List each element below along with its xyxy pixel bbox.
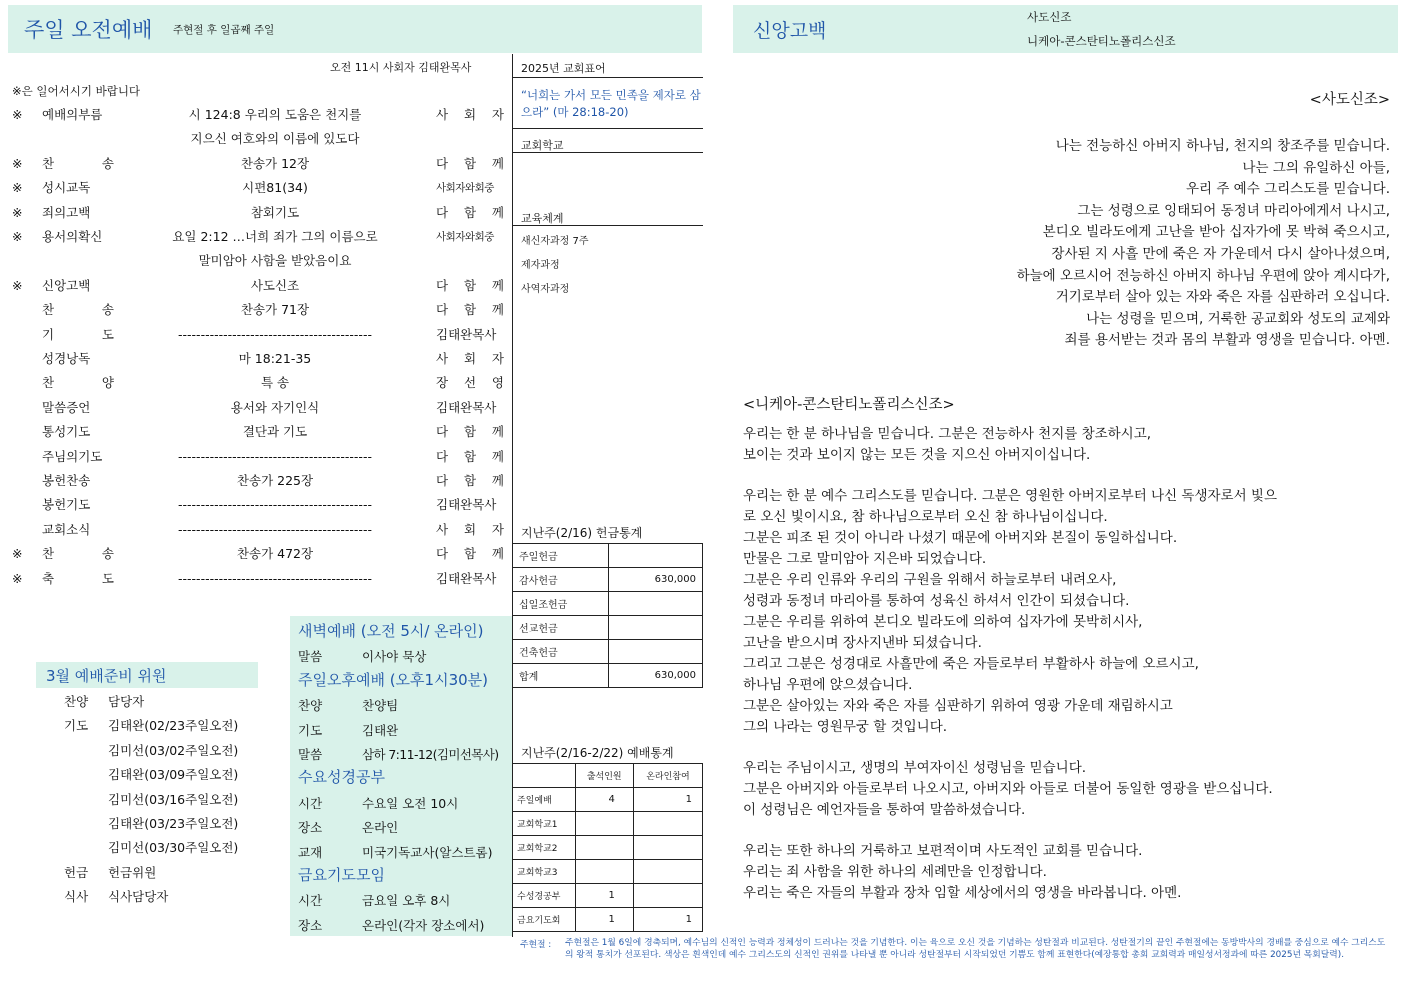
nicene-line: 우리는 죽은 자들의 부활과 장차 임할 세상에서의 영생을 바라봅니다. 아멘. bbox=[743, 885, 1182, 901]
meeting-key: 시간 bbox=[298, 795, 323, 811]
committee-role: 식사 bbox=[64, 889, 89, 905]
order-row bbox=[0, 347, 512, 371]
order-content: 용서와 자기인식 bbox=[230, 399, 320, 415]
order-row bbox=[0, 469, 512, 493]
order-leader: 다 함 께 bbox=[436, 277, 504, 293]
order-row bbox=[0, 249, 512, 273]
paragraph-gap bbox=[743, 821, 1395, 841]
nicene-line: 고난을 받으시며 장사지낸바 되셨습니다. bbox=[743, 635, 982, 651]
order-content: 찬송가 472장 bbox=[236, 546, 314, 562]
attendance-row bbox=[513, 812, 703, 836]
nicene-line: 우리는 주님이시고, 생명의 부여자이신 성령님을 믿습니다. bbox=[743, 760, 1087, 776]
header-left-banner bbox=[8, 5, 702, 53]
order-content: 사도신조 bbox=[250, 277, 300, 293]
order-content: 시편81(34) bbox=[242, 180, 308, 196]
meeting-key: 말씀 bbox=[298, 649, 323, 665]
nicene-line: 로 오신 빛이시요, 참 하나님으로부터 오신 참 하나님이십니다. bbox=[743, 509, 1108, 525]
offering-row bbox=[513, 568, 703, 592]
order-name: 찬 송 bbox=[42, 302, 114, 318]
nicene-line: 우리는 한 분 하나님을 믿습니다. 그분은 전능하사 천지를 창조하시고, bbox=[743, 426, 1152, 442]
stand-mark: ※ bbox=[12, 277, 23, 293]
order-leader: 사회자와회중 bbox=[436, 231, 494, 243]
page-subtitle: 주현절 후 일곱째 주일 bbox=[173, 24, 275, 36]
order-name: 용서의확신 bbox=[42, 229, 103, 244]
nicene-line: 그리고 그분은 성경대로 사흘만에 죽은 자들로부터 부활하사 하늘에 오르시고, bbox=[743, 656, 1199, 672]
attendance-online bbox=[633, 860, 702, 884]
apostles-line: 본디오 빌라도에게 고난을 받아 십자가에 못 박혀 죽으시고, bbox=[1042, 224, 1390, 241]
order-leader: 사 회 자 bbox=[436, 351, 504, 366]
attendance-name: 교회학교3 bbox=[513, 860, 575, 884]
meeting-key: 시간 bbox=[298, 893, 323, 909]
meeting-key: 장소 bbox=[298, 820, 323, 836]
offering-amount: 630,000 bbox=[608, 664, 703, 688]
attendance-name: 교회학교1 bbox=[513, 812, 575, 836]
edu-label: 교육체계 bbox=[521, 212, 564, 225]
attendance-row bbox=[513, 908, 703, 932]
order-name: 성시교독 bbox=[42, 180, 91, 196]
order-name: 찬 송 bbox=[42, 155, 114, 171]
offering-title: 지난주(2/16) 헌금통계 bbox=[521, 526, 643, 540]
offering-amount bbox=[608, 592, 703, 616]
order-leader: 사 회 자 bbox=[436, 107, 504, 122]
order-name: 성경낭독 bbox=[42, 351, 91, 366]
attendance-title: 지난주(2/16-2/22) 예배통계 bbox=[521, 746, 674, 760]
order-row bbox=[0, 274, 512, 298]
order-content: 참회기도 bbox=[250, 204, 300, 220]
stand-mark: ※ bbox=[12, 204, 23, 220]
attendance-header-cell bbox=[513, 764, 575, 788]
meeting-title: 금요기도모임 bbox=[298, 866, 385, 884]
order-row bbox=[0, 176, 512, 200]
attendance-name: 수성경공부 bbox=[513, 884, 575, 908]
order-content: 요일 2:12 …너희 죄가 그의 이름으로 bbox=[172, 229, 378, 244]
order-name: 신앙고백 bbox=[42, 277, 91, 293]
committee-person: 헌금위원 bbox=[108, 864, 157, 880]
committee-person: 김태완(03/23주일오전) bbox=[108, 816, 239, 831]
offering-table bbox=[513, 543, 703, 688]
meeting-value: 금요일 오후 8시 bbox=[362, 893, 451, 909]
nicene-line: 우리는 죄 사함을 위한 하나의 세례만을 인정합니다. bbox=[743, 864, 1047, 880]
footnote-text: 주현절은 1월 6일에 경축되며, 예수님의 신적인 능력과 정체성이 드러나는 것을 기념한다. 이는 육으로 오신 것을 기념하는 성탄절과 비교된다. 성탄절기의 끝인 주현절에는 동방박사의 경배를 중심으로 예수 그리스도의 왕적 통치가 선포된다. 색상은 흰색인데 예수 그리스도의 신적인 권위를 나타낼 뿐 아니라 성탄절부터 시작되었던 기쁨도 함께 표현한다(예장통합 총회 교회력과 매일성서정과에 따른 2025년 목회달력). bbox=[565, 938, 1386, 960]
order-content: 결단과 기도 bbox=[242, 424, 308, 440]
attendance-name: 주일예배 bbox=[513, 788, 575, 812]
offering-name: 십일조헌금 bbox=[513, 592, 608, 616]
apostles-title: <사도신조> bbox=[1309, 92, 1390, 108]
offering-name: 합계 bbox=[513, 664, 608, 688]
attendance-row bbox=[513, 884, 703, 908]
order-row bbox=[0, 152, 512, 176]
creed-item-1: 사도신조 bbox=[1027, 10, 1072, 24]
apostles-line: 나는 그의 유일하신 아들, bbox=[1242, 159, 1390, 176]
order-content: 지으신 여호와의 이름에 있도다 bbox=[190, 131, 360, 147]
motto-bottom-rule bbox=[513, 128, 703, 129]
nicene-line: 그분은 살아있는 자와 죽은 자를 심판하기 위하여 영광 가운데 재림하시고 bbox=[743, 698, 1173, 714]
order-name: 축 도 bbox=[42, 570, 114, 586]
order-row bbox=[0, 542, 512, 566]
order-content: 찬송가 71장 bbox=[240, 302, 310, 318]
page-title: 주일 오전예배 bbox=[24, 18, 153, 42]
meeting-title: 수요성경공부 bbox=[298, 768, 385, 787]
service-time: 오전 11시 사회자 김태완목사 bbox=[330, 61, 472, 74]
stand-mark: ※ bbox=[12, 546, 23, 562]
offering-amount bbox=[608, 640, 703, 664]
attendance-online bbox=[633, 812, 702, 836]
order-leader: 다 함 께 bbox=[436, 546, 504, 562]
edu-item-3: 사역자과정 bbox=[521, 284, 570, 295]
offering-name: 감사헌금 bbox=[513, 568, 608, 592]
order-content: 시 124:8 우리의 도움은 천지를 bbox=[188, 107, 362, 122]
committee-person: 김태완(02/23주일오전) bbox=[108, 718, 239, 734]
order-content: 마 18:21-35 bbox=[238, 351, 312, 366]
order-content: ------------------------------------------- bbox=[178, 521, 372, 537]
attendance-header bbox=[513, 764, 703, 788]
committee-person: 김미선(03/16주일오전) bbox=[108, 791, 239, 807]
attendance-table bbox=[513, 763, 703, 932]
order-row bbox=[0, 493, 512, 517]
motto-label: 2025년 교회표어 bbox=[521, 62, 606, 75]
offering-amount: 630,000 bbox=[608, 568, 703, 592]
order-row bbox=[0, 127, 512, 151]
order-name: 말씀증언 bbox=[42, 399, 91, 415]
nicene-line: 그분은 우리 인류와 우리의 구원을 위해서 하늘로부터 내려오사, bbox=[743, 572, 1117, 588]
footnote-label: 주현절 : bbox=[520, 940, 552, 950]
committee-banner bbox=[36, 662, 258, 688]
apostles-line: 거기로부터 살아 있는 자와 죽은 자를 심판하러 오십니다. bbox=[1055, 289, 1390, 306]
attendance-present bbox=[575, 836, 633, 860]
meeting-value: 김태완 bbox=[362, 722, 399, 738]
committee-role: 찬양 bbox=[64, 694, 89, 709]
meeting-value: 찬양팀 bbox=[362, 698, 399, 714]
offering-row bbox=[513, 664, 703, 688]
school-label: 교회학교 bbox=[521, 139, 564, 152]
order-row bbox=[0, 103, 512, 127]
offering-row bbox=[513, 640, 703, 664]
nicene-line: 우리는 또한 하나의 거룩하고 보편적이며 사도적인 교회를 믿습니다. bbox=[743, 843, 1143, 859]
edu-rule bbox=[513, 225, 703, 226]
order-name: 예배의부름 bbox=[42, 107, 103, 122]
offering-row bbox=[513, 544, 703, 568]
committee-title: 3월 예배준비 위원 bbox=[46, 667, 167, 685]
order-name: 교회소식 bbox=[42, 521, 91, 537]
order-name: 통성기도 bbox=[42, 424, 91, 440]
order-leader: 다 함 께 bbox=[436, 155, 504, 171]
order-name: 찬 송 bbox=[42, 546, 114, 562]
order-content: 찬송가 12장 bbox=[240, 155, 310, 171]
order-leader: 다 함 께 bbox=[436, 448, 504, 464]
meeting-value: 온라인 bbox=[362, 820, 399, 836]
apostles-line: 죄를 용서받는 것과 몸의 부활과 영생을 믿습니다. 아멘. bbox=[1064, 332, 1390, 349]
attendance-name: 금요기도회 bbox=[513, 908, 575, 932]
order-leader: 김태완목사 bbox=[436, 497, 497, 513]
order-name: 죄의고백 bbox=[42, 204, 91, 220]
attendance-present: 1 bbox=[575, 884, 633, 908]
order-leader: 사 회 자 bbox=[436, 521, 504, 537]
order-leader: 김태완목사 bbox=[436, 326, 497, 342]
attendance-row bbox=[513, 836, 703, 860]
order-leader: 김태완목사 bbox=[436, 399, 497, 415]
order-content: ------------------------------------------- bbox=[178, 497, 372, 513]
stand-mark: ※ bbox=[12, 229, 23, 244]
nicene-creed bbox=[743, 424, 1395, 904]
nicene-line: 그의 나라는 영원무궁 할 것입니다. bbox=[743, 719, 948, 735]
nicene-line: 그분은 피조 된 것이 아니라 나셨기 때문에 아버지와 본질이 동일하십니다. bbox=[743, 530, 1178, 546]
attendance-present: 4 bbox=[575, 788, 633, 812]
attendance-name: 교회학교2 bbox=[513, 836, 575, 860]
nicene-title: <니케아-콘스탄티노폴리스신조> bbox=[743, 397, 955, 413]
attendance-present bbox=[575, 860, 633, 884]
order-leader: 다 함 께 bbox=[436, 424, 504, 440]
stand-mark: ※ bbox=[12, 107, 23, 122]
motto-text: “너희는 가서 모든 민족을 제자로 삼으라” (마 28:18-20) bbox=[521, 88, 701, 119]
apostles-line: 나는 성령을 믿으며, 거룩한 공교회와 성도의 교제와 bbox=[1086, 310, 1390, 327]
stand-note: ※은 일어서시기 바랍니다 bbox=[12, 84, 141, 98]
paragraph-gap bbox=[743, 466, 1395, 486]
order-content: ------------------------------------------- bbox=[178, 570, 372, 586]
order-row bbox=[0, 298, 512, 322]
offering-name: 주일헌금 bbox=[513, 544, 608, 568]
nicene-line: 성령과 동정녀 마리아를 통하여 성육신 하셔서 인간이 되셨습니다. bbox=[743, 593, 1130, 609]
apostles-creed bbox=[830, 136, 1390, 352]
attendance-header-cell: 출석인원 bbox=[575, 764, 633, 788]
nicene-line: 그분은 우리를 위하여 본디오 빌라도에 의하여 십자가에 못박히시사, bbox=[743, 614, 1143, 630]
meeting-value: 이사야 묵상 bbox=[362, 649, 427, 665]
attendance-row bbox=[513, 860, 703, 884]
committee-person: 김미선(03/02주일오전) bbox=[108, 742, 239, 758]
committee-role: 헌금 bbox=[64, 864, 89, 880]
apostles-line: 우리 주 예수 그리스도를 믿습니다. bbox=[1185, 181, 1390, 198]
offering-name: 선교헌금 bbox=[513, 616, 608, 640]
order-content: ------------------------------------------- bbox=[178, 326, 372, 342]
header-right-banner bbox=[733, 5, 1398, 53]
committee-person: 담당자 bbox=[108, 694, 145, 709]
nicene-line: 보이는 것과 보이지 않는 모든 것을 지으신 아버지이십니다. bbox=[743, 447, 1091, 463]
attendance-header-cell: 온라인참여 bbox=[633, 764, 702, 788]
edu-item-1: 새신자과정 7주 bbox=[521, 236, 589, 247]
attendance-online bbox=[633, 884, 702, 908]
meeting-value: 수요일 오전 10시 bbox=[362, 795, 459, 811]
offering-row bbox=[513, 592, 703, 616]
order-leader: 다 함 께 bbox=[436, 473, 504, 488]
order-content: ------------------------------------------- bbox=[178, 448, 372, 464]
meeting-key: 찬양 bbox=[298, 698, 323, 714]
order-leader: 김태완목사 bbox=[436, 570, 497, 586]
nicene-line: 그분은 아버지와 아들로부터 나오시고, 아버지와 아들로 더불어 동일한 영광을 받으십니다. bbox=[743, 781, 1273, 797]
offering-amount bbox=[608, 544, 703, 568]
order-name: 기 도 bbox=[42, 326, 114, 342]
committee-person: 김태완(03/09주일오전) bbox=[108, 767, 239, 783]
offering-amount bbox=[608, 616, 703, 640]
order-content: 찬송가 225장 bbox=[236, 473, 314, 488]
order-name: 봉헌기도 bbox=[42, 497, 91, 513]
meeting-key: 말씀 bbox=[298, 747, 323, 762]
meeting-key: 장소 bbox=[298, 917, 323, 933]
order-leader: 장 선 영 bbox=[436, 375, 504, 391]
school-rule bbox=[513, 152, 703, 153]
meeting-key: 교재 bbox=[298, 844, 323, 860]
order-content: 특 송 bbox=[260, 375, 290, 391]
meeting-title: 주일오후예배 (오후1시30분) bbox=[298, 670, 489, 689]
meeting-value: 온라인(각자 장소에서) bbox=[362, 917, 485, 933]
paragraph-gap bbox=[743, 738, 1395, 758]
order-name: 봉헌찬송 bbox=[42, 473, 91, 488]
order-leader: 다 함 께 bbox=[436, 204, 504, 220]
attendance-row bbox=[513, 788, 703, 812]
order-row bbox=[0, 567, 512, 591]
order-leader: 다 함 께 bbox=[436, 302, 504, 318]
motto-top-rule bbox=[513, 77, 703, 78]
nicene-line: 이 성령님은 예언자들을 통하여 말씀하셨습니다. bbox=[743, 802, 1026, 818]
apostles-line: 하늘에 오르시어 전능하신 아버지 하나님 우편에 앉아 계시다가, bbox=[1016, 267, 1390, 284]
committee-role: 기도 bbox=[64, 718, 89, 734]
order-row bbox=[0, 323, 512, 347]
order-row bbox=[0, 225, 512, 249]
meeting-value: 미국기독교사(알스트롬) bbox=[362, 844, 493, 860]
meeting-title: 새벽예배 (오전 5시/ 온라인) bbox=[298, 622, 484, 640]
creed-title: 신앙고백 bbox=[753, 20, 827, 42]
offering-row bbox=[513, 616, 703, 640]
committee-person: 김미선(03/30주일오전) bbox=[108, 840, 239, 856]
apostles-line: 나는 전능하신 아버지 하나님, 천지의 창조주를 믿습니다. bbox=[1055, 138, 1390, 154]
edu-item-2: 제자과정 bbox=[521, 260, 560, 271]
creed-item-2: 니케아-콘스탄티노폴리스신조 bbox=[1027, 34, 1176, 48]
order-name: 찬 양 bbox=[42, 375, 114, 391]
attendance-present bbox=[575, 812, 633, 836]
apostles-line: 장사된 지 사흘 만에 죽은 자 가운데서 다시 살아나셨으며, bbox=[1051, 245, 1390, 262]
order-row bbox=[0, 445, 512, 469]
order-row bbox=[0, 396, 512, 420]
order-row bbox=[0, 518, 512, 542]
nicene-line: 우리는 한 분 예수 그리스도를 믿습니다. 그분은 영원한 아버지로부터 나신 독생자로서 빛으 bbox=[743, 488, 1278, 504]
attendance-present: 1 bbox=[575, 908, 633, 932]
order-content: 말미암아 사함을 받았음이요 bbox=[198, 253, 352, 269]
nicene-line: 하나님 우편에 앉으셨습니다. bbox=[743, 677, 913, 693]
order-name: 주님의기도 bbox=[42, 448, 103, 464]
offering-name: 건축헌금 bbox=[513, 640, 608, 664]
order-row bbox=[0, 420, 512, 444]
meeting-key: 기도 bbox=[298, 722, 323, 738]
meeting-value: 삼하 7:11-12(김미선목사) bbox=[362, 747, 499, 762]
stand-mark: ※ bbox=[12, 155, 23, 171]
order-row bbox=[0, 371, 512, 395]
stand-mark: ※ bbox=[12, 180, 23, 196]
attendance-online bbox=[633, 836, 702, 860]
attendance-online: 1 bbox=[633, 788, 702, 812]
stand-mark: ※ bbox=[12, 570, 23, 586]
nicene-line: 만물은 그로 말미암아 지은바 되었습니다. bbox=[743, 551, 987, 567]
attendance-online: 1 bbox=[633, 908, 702, 932]
order-leader: 사회자와회중 bbox=[436, 182, 494, 195]
committee-person: 식사담당자 bbox=[108, 889, 169, 905]
order-row bbox=[0, 201, 512, 225]
apostles-line: 그는 성령으로 잉태되어 동정녀 마리아에게서 나시고, bbox=[1077, 202, 1390, 219]
